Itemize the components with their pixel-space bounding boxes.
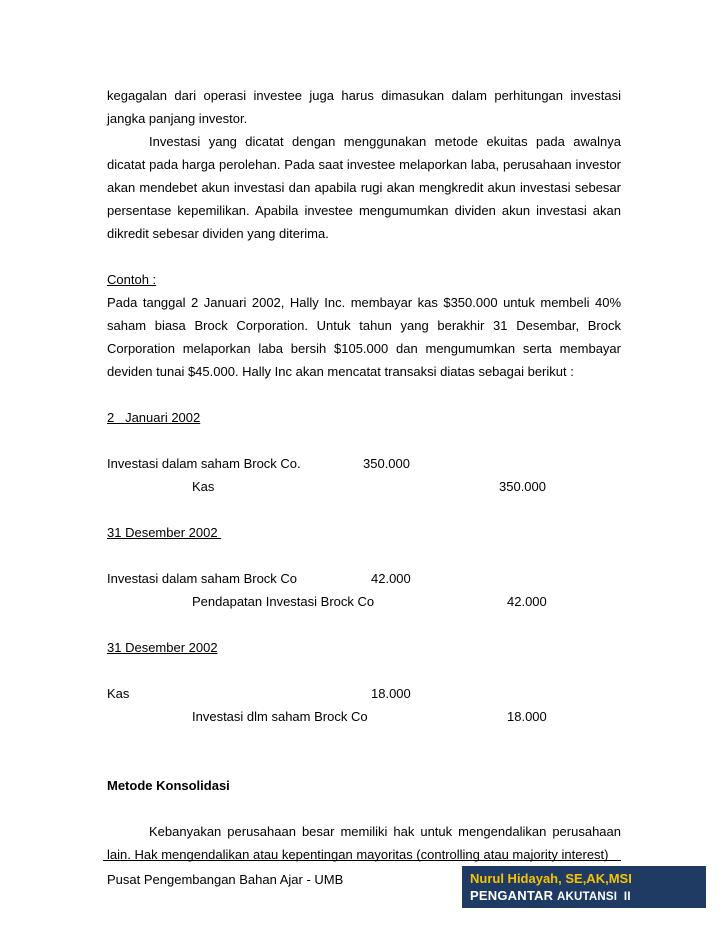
journal-credit-row-2 (107, 590, 621, 613)
debit-amount: 42.000 (371, 571, 411, 586)
journal-debit-row-3 (107, 682, 621, 705)
journal-date-1: 2 Januari 2002 (107, 410, 201, 425)
spacer (107, 383, 621, 406)
journal-credit-row-3 (107, 705, 621, 728)
credit-account: Pendapatan Investasi Brock Co (192, 594, 375, 609)
spacer (107, 429, 621, 452)
credit-amount: 18.000 (507, 709, 547, 724)
footer-course-box (462, 866, 706, 908)
credit-amount: 42.000 (507, 594, 547, 609)
footer-author: Nurul Hidayah, SE,AK,MSI (470, 871, 632, 886)
debit-account: Investasi dalam saham Brock Co. (107, 456, 301, 471)
journal-date-3: 31 Desember 2002 (107, 640, 218, 655)
spacer (107, 659, 621, 682)
credit-amount: 350.000 (499, 479, 546, 494)
paragraph-4: Kebanyakan perusahaan besar memiliki hak untuk mengendalikan perusahaan lain. Hak mengendalikan atau kepentingan mayoritas (controlling atau majority interest) (107, 824, 621, 862)
paragraph-3: Pada tanggal 2 Januari 2002, Hally Inc. membayar kas $350.000 untuk membeli 40% saham biasa Brock Corporation. Untuk tahun yang berakhir 31 Desembar, Brock Corporation melaporkan laba bersih $105.000 dan mengumumkan serta membayar deviden tunai $45.000. Hally Inc akan mencatat transaksi diatas sebagai berikut : (107, 295, 621, 379)
course-main: PENGANTAR (470, 888, 557, 903)
spacer (107, 245, 621, 268)
journal-date-2: 31 Desember 2002 (107, 525, 222, 540)
journal-debit-row-1 (107, 452, 621, 475)
debit-account: Investasi dalam saham Brock Co (107, 571, 298, 586)
debit-account: Kas (107, 686, 130, 701)
journal-debit-row-2 (107, 567, 621, 590)
footer-rule (103, 860, 621, 861)
spacer (107, 797, 621, 820)
spacer (107, 613, 621, 636)
footer-course-title (470, 887, 700, 906)
paragraph-2: Investasi yang dicatat dengan menggunakan metode ekuitas pada awalnya dicatat pada harga perolehan. Pada saat investee melaporkan laba, perusahaan investor akan mendebet akun investasi dan apabila rugi akan mengkredit akun investasi sebesar persentase kepemilikan. Apabila investee mengumumkan dividen akun investasi akan dikredit sebesar dividen yang diterima. (107, 134, 621, 241)
credit-account: Kas (192, 479, 215, 494)
credit-account: Investasi dlm saham Brock Co (192, 709, 368, 724)
section-heading: Metode Konsolidasi (107, 778, 230, 793)
spacer (107, 544, 621, 567)
course-small: AKUTANSI II (556, 891, 631, 903)
paragraph-1: kegagalan dari operasi investee juga harus dimasukan dalam perhitungan investasi jangka panjang investor. (107, 88, 621, 126)
journal-credit-row-1 (107, 475, 621, 498)
debit-amount: 350.000 (363, 456, 410, 471)
spacer (107, 751, 621, 774)
example-heading: Contoh : (107, 272, 157, 287)
debit-amount: 18.000 (371, 686, 411, 701)
footer-publisher: Pusat Pengembangan Bahan Ajar - UMB (107, 872, 344, 887)
page-content (107, 84, 621, 866)
spacer (107, 728, 621, 751)
spacer (107, 498, 621, 521)
